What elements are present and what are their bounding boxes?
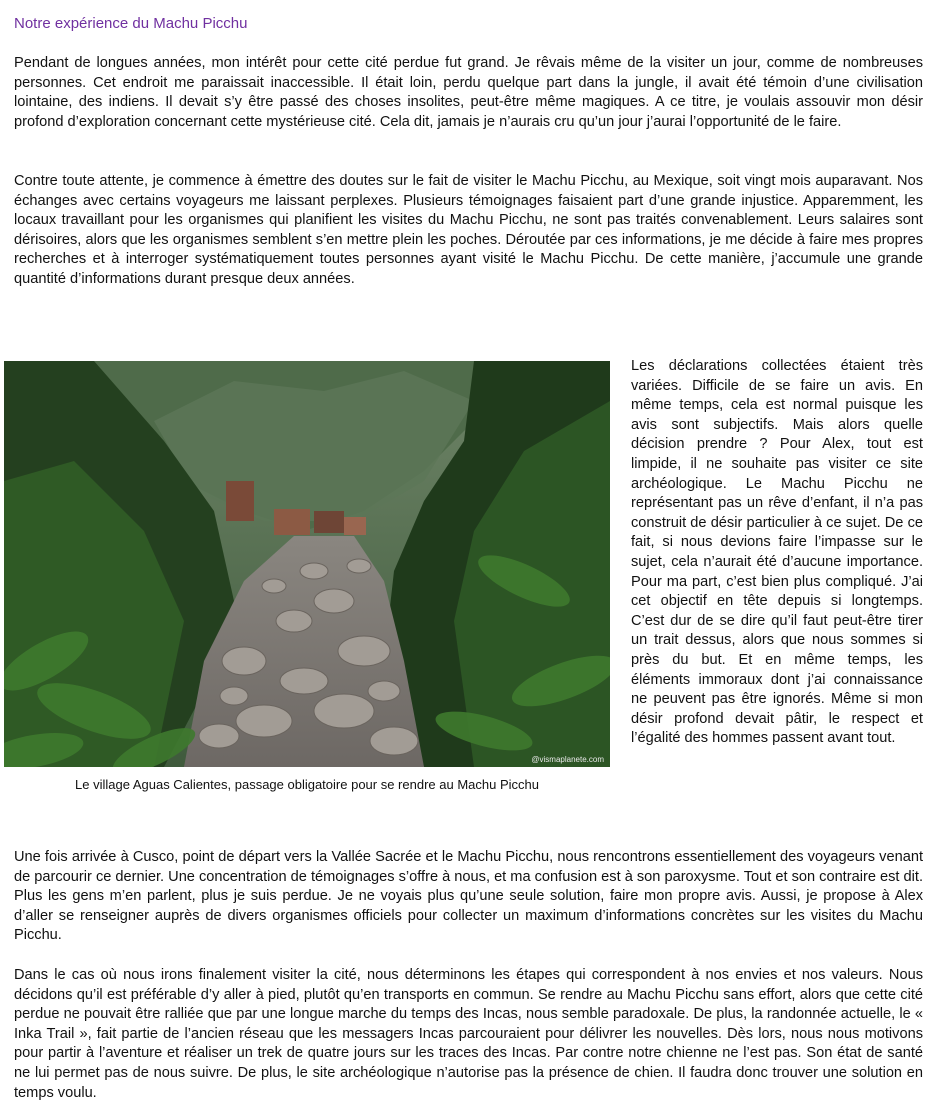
paragraph-2: Contre toute attente, je commence à émettre des doutes sur le fait de visiter le Machu Picchu, au Mexique, soit vingt mois auparavant. Nos échanges avec certains voyageurs me laissant perplexes. Plusieurs témoignages faisaient part d’une grande injustice. Apparemment, les locaux travaillant pour les organismes qui planifient les visites du Machu Picchu, ne sont pas traités convenablement. Leurs salaires sont dérisoires, alors que les organismes semblent s’en mettre plein les poches. Déroutée par ces informations, je me décide à faire mes propres recherches et à interroger systématiquement toutes personnes ayant visité le Machu Picchu. De cette manière, j’accumule une grande quantité d’informations durant presque deux années. bbox=[14, 173, 923, 287]
paragraph-1: Pendant de longues années, mon intérêt pour cette cité perdue fut grand. Je rêvais même de la visiter un jour, comme de nombreuses personnes. Cet endroit me paraissait inaccessible. Il était loin, perdu quelque part dans la jungle, il avait été témoin d’une civilisation lointaine, des indiens. Il devait s’y être passé des choses insolites, peut-être même magiques. A ce titre, je voulais assouvir mon désir profond d’exploration concernant cette mystérieuse cité. Cela dit, jamais je n’aurais cru qu’un jour j’aurai l’opportunité de le faire. bbox=[14, 55, 923, 130]
photo-illustration bbox=[4, 361, 610, 767]
paragraph-4: Dans le cas où nous irons finalement visiter la cité, nous déterminons les étapes qui correspondent à nos envies et nos valeurs. Nous décidons qu’il est préférable d’y aller à pied, plutôt qu’en transports en commun. Se rendre au Machu Picchu sans effort, alors que cette cité perdue ne pouvait être ralliée que par une longue marche du temps des Incas, nous semble paradoxale. De plus, la randonnée actuelle, le « Inka Trail », fait partie de l’ancien réseau que les messagers Incas parcouraient pour délivrer les nouvelles. Dès lors, nous nous motivons pour partir à l’aventure et réaliser un trek de quatre jours sur les traces des Incas. Par contre notre chienne ne l’est pas. Son état de santé ne lui permet pas de nous suivre. De plus, le site archéologique n’autorise pas la présence de chien. Il faudra donc trouver une solution en temps voulu. bbox=[14, 967, 923, 1101]
figure-caption: Le village Aguas Calientes, passage obligatoire pour se rendre au Machu Picchu bbox=[75, 777, 539, 792]
paragraph-3: Une fois arrivée à Cusco, point de départ vers la Vallée Sacrée et le Machu Picchu, nous rencontrons essentiellement des voyageurs venant de parcourir ce dernier. Une concentration de témoignages s’offre à nous, et ma confusion est à son paroxysme. Tout et son contraire est dit. Plus les gens m’en parlent, plus je suis perdue. Je ne voyais plus qu’une seule solution, faire mon propre avis. Aussi, je propose à Alex d’aller se renseigner auprès de divers organismes officiels pour collecter un maximum d’informations concrètes sur les visites du Machu Picchu. bbox=[14, 849, 923, 944]
side-paragraph: Les déclarations collectées étaient très variées. Difficile de se faire un avis. En même temps, cela est normal puisque les avis sont subjectifs. Mais alors quelle décision prendre ? Pour Alex, tout est limpide, il ne souhaite pas visiter ce site archéologique. Le Machu Picchu ne représentant pas un rêve d’enfant, il n’a pas construit de désir particulier à ce sujet. De ce fait, si nous devions faire l’impasse sur le sujet, cela n’aurait été d’aucune importance. Pour ma part, c’est bien plus compliqué. J’ai cet objectif en tête depuis si longtemps. C’est dur de se dire qu’il faut peut-être tirer un trait dessus, alors que nous sommes si près du but. Et en même temps, les éléments immoraux dont j’ai connaissance ne peuvent pas être ignorés. Même si mon désir profond devait pâtir, le respect et l’égalité des hommes passent avant tout. bbox=[631, 358, 923, 747]
aguas-calientes-photo bbox=[4, 361, 610, 767]
photo-credit: @vismaplanete.com bbox=[531, 755, 604, 764]
page-title: Notre expérience du Machu Picchu bbox=[14, 15, 248, 32]
